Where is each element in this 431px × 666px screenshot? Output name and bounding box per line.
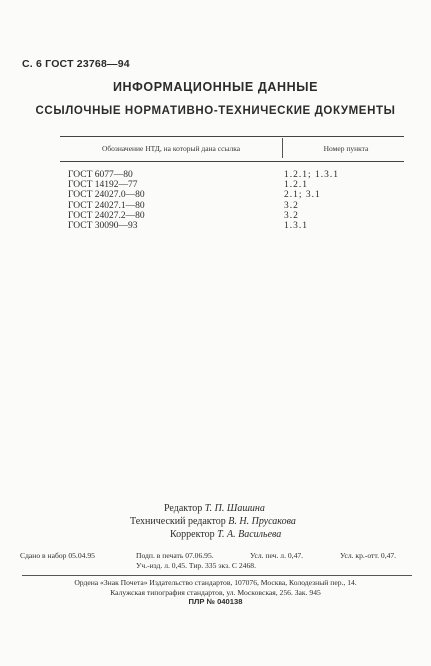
table-row-ref: 1.2.1 [284, 180, 308, 191]
corrector-name: Т. А. Васильева [217, 529, 282, 540]
imprint-typeset-date: Сдано в набор 05.04.95 [20, 551, 95, 560]
imprint-divider [22, 575, 412, 576]
document-list [68, 170, 145, 231]
table-header-left: Обозначение НТД, на который дана ссылка [101, 144, 241, 153]
publisher-licence: ПЛР № 040138 [188, 597, 243, 606]
imprint-colour-proofs: Усл. кр.-отт. 0,47. [340, 551, 397, 560]
table-row-ref: 1.3.1 [284, 221, 308, 232]
table-header-right: Номер пункта [323, 144, 369, 153]
editor-name: Т. П. Шашина [204, 503, 265, 514]
table-column-divider [282, 138, 283, 158]
table-row-ref: 2.1; 3.1 [284, 190, 321, 201]
tech-editor-credit [130, 516, 296, 529]
table-row-doc: ГОСТ 30090—93 [68, 221, 138, 232]
imprint-print-sheets: Усл. печ. л. 0,47. [250, 551, 304, 560]
imprint [20, 551, 424, 570]
tech-editor-label: Технический редактор [130, 516, 226, 527]
table-row-doc: ГОСТ 24027.0—80 [68, 190, 145, 201]
table-row-doc: ГОСТ 24027.2—80 [68, 210, 145, 221]
clause-list [284, 170, 339, 231]
title-main: ИНФОРМАЦИОННЫЕ ДАННЫЕ [112, 80, 319, 94]
table-row-ref: 1.2.1; 1.3.1 [284, 170, 340, 180]
publisher-line-2: Калужская типография стандартов, ул. Московская, 256. Зак. 945 [110, 588, 321, 597]
table-row-doc: ГОСТ 14192—77 [68, 180, 138, 191]
table-row-ref: 3.2 [284, 210, 299, 221]
table-row-doc: ГОСТ 24027.1—80 [68, 200, 145, 211]
table-top-rule [60, 136, 404, 137]
publisher-line-1: Ордена «Знак Почета» Издательство стандартов, 107076, Москва, Колодезный пер., 14. [74, 578, 357, 587]
corrector-label: Корректор [170, 529, 215, 540]
tech-editor-name: В. Н. Прусакова [228, 516, 296, 527]
title-sub: ССЫЛОЧНЫЕ НОРМАТИВНО-ТЕХНИЧЕСКИЕ ДОКУМЕНТЫ [35, 105, 396, 117]
imprint-print-date: Подп. в печать 07.06.95. [136, 551, 214, 560]
table-row-doc: ГОСТ 6077—80 [68, 170, 133, 180]
editor-label: Редактор [164, 503, 203, 514]
page-header: С. 6 ГОСТ 23768—94 [22, 58, 130, 70]
corrector-credit [170, 529, 281, 542]
editor-credit [164, 503, 265, 516]
imprint-line-2: Уч.-изд. л. 0,45. Тир. 335 экз. С 2468. [136, 560, 256, 570]
table-row-ref: 3.2 [284, 200, 299, 211]
imprint-line-1 [20, 551, 424, 561]
table-header-rule [60, 161, 404, 162]
